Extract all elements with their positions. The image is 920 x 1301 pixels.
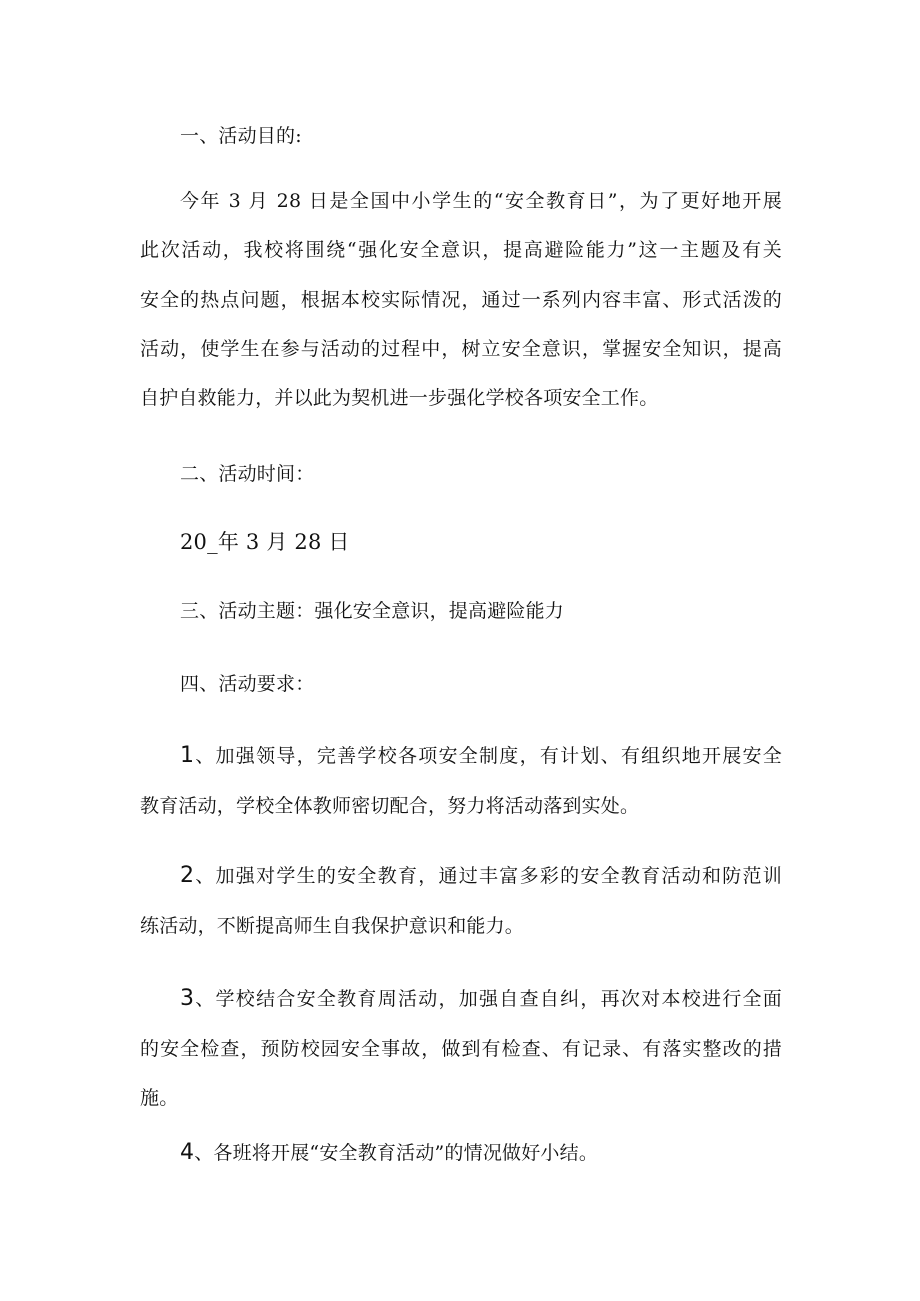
requirement-item-4-line-1 xyxy=(180,1139,782,1167)
purpose-line-1: 今年 3 月 28 日是全国中小学生的“安全教育日”，为了更好地开展 xyxy=(180,190,782,212)
requirement-item-3-line-1 xyxy=(180,985,782,1013)
requirement-item-1-line-1 xyxy=(180,742,782,770)
requirement-text: 、加强对学生的安全教育，通过丰富多彩的安全教育活动和防范训 xyxy=(194,865,782,887)
requirement-item-3-line-2: 的安全检查，预防校园安全事故，做到有检查、有记录、有落实整改的措 xyxy=(140,1038,782,1060)
requirement-text: 、学校结合安全教育周活动，加强自查自纠，再次对本校进行全面 xyxy=(194,988,782,1010)
requirement-number: 3 xyxy=(180,986,195,1011)
heading-time: 二、活动时间： xyxy=(180,463,315,485)
requirement-item-2-line-1 xyxy=(180,862,782,890)
requirement-item-3-line-3: 施。 xyxy=(140,1087,179,1109)
purpose-line-4: 活动，使学生在参与活动的过程中，树立安全意识，掌握安全知识，提高 xyxy=(140,338,782,360)
purpose-line-5: 自护自救能力，并以此为契机进一步强化学校各项安全工作。 xyxy=(140,387,659,409)
heading-theme: 三、活动主题：强化安全意识，提高避险能力 xyxy=(180,600,565,622)
requirement-item-2-line-2: 练活动，不断提高师生自我保护意识和能力。 xyxy=(140,915,525,937)
requirement-number: 4 xyxy=(180,1140,195,1165)
purpose-line-3: 安全的热点问题，根据本校实际情况，通过一系列内容丰富、形式活泼的 xyxy=(140,289,782,311)
heading-purpose: 一、活动目的: xyxy=(180,125,302,147)
requirement-number: 2 xyxy=(180,863,195,888)
purpose-line-2: 此次活动，我校将围绕“强化安全意识，提高避险能力”这一主题及有关 xyxy=(140,239,782,261)
activity-date: 20_年 3 月 28 日 xyxy=(180,530,350,554)
requirement-number: 1 xyxy=(180,743,195,768)
requirement-text: 、各班将开展“安全教育活动”的情况做好小结。 xyxy=(194,1142,599,1164)
requirement-item-1-line-2: 教育活动，学校全体教师密切配合，努力将活动落到实处。 xyxy=(140,795,640,817)
heading-requirements: 四、活动要求： xyxy=(180,673,315,695)
requirement-text: 、加强领导，完善学校各项安全制度，有计划、有组织地开展安全 xyxy=(194,745,782,767)
